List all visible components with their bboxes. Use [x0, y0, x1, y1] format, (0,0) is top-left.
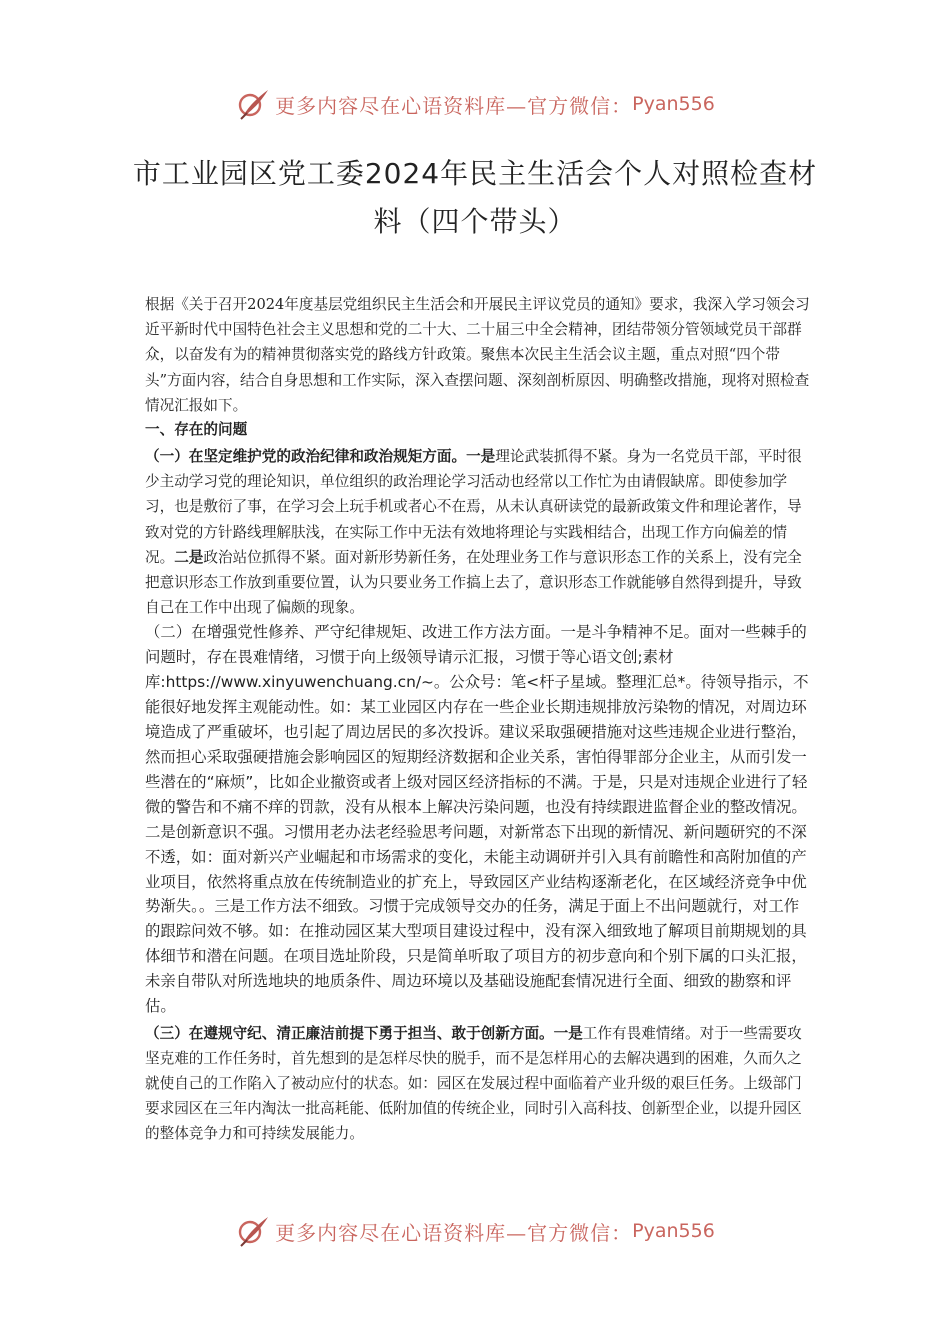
quill-logo-icon: [235, 1213, 271, 1249]
subsection-1-text-2: 政治站位抓得不紧。面对新形势新任务，在处理业务工作与意识形态工作的关系上，没有完全把意识形态工作放到重要位置，认为只要业务工作搞上去了，意识形态工作就能够自然得到提升，导致自己在工作中出现了偏颇的现象。: [145, 548, 802, 617]
subsection-1-key-2: 二是: [174, 548, 204, 566]
subsection-1-text-1: 理论武装抓得不紧。身为一名党员干部，平时很少主动学习党的理论知识，单位组织的政治理论学习活动也经常以工作忙为由请假缺席。即使参加学习，也是敷衍了事，在学习会上玩手机或者心不在焉，从未认真研读党的最新政策文件和理论著作，导致对党的方针路线理解肤浅，在实际工作中无法有效地将理论与实践相结合，出现工作方向偏差的情况。: [145, 448, 802, 566]
intro-paragraph: 根据《关于召开2024年度基层党组织民主生活会和开展民主评议党员的通知》要求，我深入学习领会习近平新时代中国特色社会主义思想和党的二十大、二十届三中全会精神，团结带领分管领域党员干部群众，以奋发有为的精神贯彻落实党的路线方针政策。聚焦本次民主生活会议主题，重点对照“四个带头”方面内容，结合自身思想和工作实际，深入查摆问题、深刻剖析原因、明确整改措施，现将对照检查情况汇报如下。: [145, 296, 810, 414]
subsection-3-key-1: 一是: [553, 1024, 583, 1042]
subsection-3-text-1: 工作有畏难情绪。对于一些需要攻坚克难的工作任务时，首先想到的是怎样尽快的脱手，而不是怎样用心的去解决遇到的困难，久而久之就使自己的工作陷入了被动应付的状态。如：园区在发展过程中面临着产业升级的艰巨任务。上级部门要求园区在三年内淘汰一批高耗能、低附加值的传统企业，同时引入高科技、创新型企业，以提升园区的整体竞争力和可持续发展能力。: [145, 1024, 802, 1142]
banner-wechat-id: Pyan556: [632, 93, 715, 115]
header-banner: [0, 84, 950, 124]
subsection-1-heading: （一）在坚定维护党的政治纪律和政治规矩方面。: [145, 448, 467, 466]
page-title: 市工业园区党工委2024年民主生活会个人对照检查材料（四个带头）: [132, 157, 818, 238]
banner-text: 更多内容尽在心语资料库—官方微信：: [275, 1220, 633, 1245]
banner-text: 更多内容尽在心语资料库—官方微信：: [275, 93, 633, 118]
subsection-2: （二）在增强党性修养、严守纪律规矩、改进工作方法方面。一是斗争精神不足。面对一些棘手的问题时，存在畏难情绪，习惯于向上级领导请示汇报，习惯于等心语文创;素材库:https://www.xinyuwenchuang.cn/~。公众号：笔<杆子星域。整理汇总*。待领导指示，不能很好地发挥主观能动性。如：某工业园区内存在一些企业长期违规排放污染物的情况，对周边环境造成了严重破坏，也引起了周边居民的多次投诉。建议采取强硬措施对这些违规企业进行整治，然而担心采取强硬措施会影响园区的短期经济数据和企业关系，害怕得罪部分企业主，从而引发一些潜在的“麻烦”，比如企业撤资或者上级对园区经济指标的不满。于是，只是对违规企业进行了轻微的警告和不痛不痒的罚款，没有从根本上解决污染问题，也没有持续跟进监督企业的整改情况。二是创新意识不强。习惯用老办法老经验思考问题，对新常态下出现的新情况、新问题研究的不深不透，如：面对新兴产业崛起和市场需求的变化，未能主动调研并引入具有前瞻性和高附加值的产业项目，依然将重点放在传统制造业的扩充上，导致园区产业结构逐渐老化，在区域经济竞争中优势渐失。。三是工作方法不细致。习惯于完成领导交办的任务，满足于面上不出问题就行，对工作的跟踪问效不够。如：在推动园区某大型项目建设过程中，没有深入细致地了解项目前期规划的具体细节和潜在问题。在项目选址阶段，只是简单听取了项目方的初步意向和个别下属的口头汇报，未亲自带队对所选地块的地质条件、周边环境以及基础设施配套情况进行全面、细致的勘察和评估。: [145, 623, 809, 1016]
section-heading-problems: 一、存在的问题: [145, 421, 248, 439]
subsection-1: [145, 444, 810, 620]
quill-logo-icon: [235, 86, 271, 122]
banner-wechat-id: Pyan556: [632, 1220, 715, 1242]
subsection-3-heading: （三）在遵规守纪、清正廉洁前提下勇于担当、敢于创新方面。: [145, 1024, 554, 1042]
footer-banner: [0, 1211, 950, 1251]
subsection-1-key-1: 一是: [466, 448, 496, 466]
subsection-3: [145, 1021, 810, 1146]
document-body: [145, 292, 810, 1146]
